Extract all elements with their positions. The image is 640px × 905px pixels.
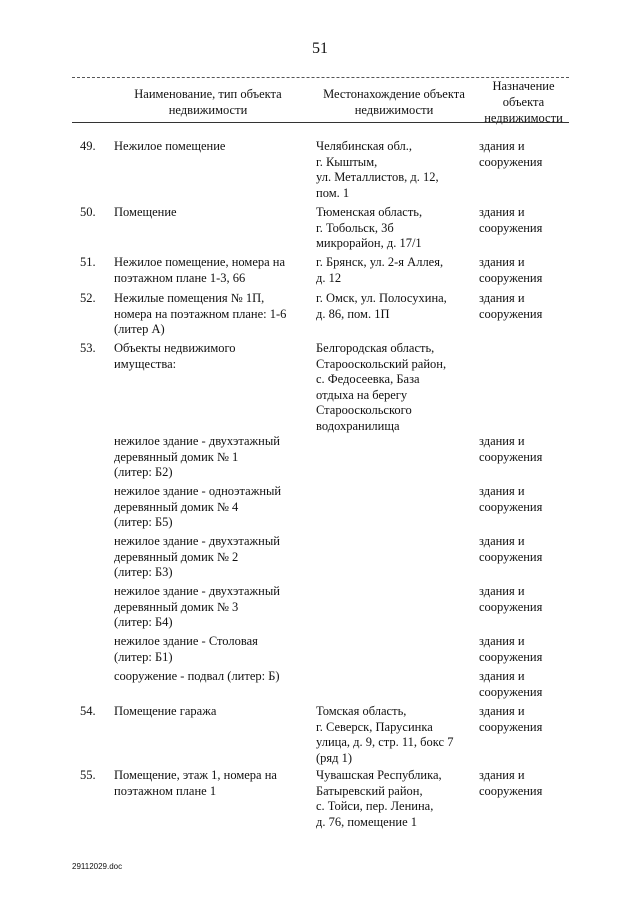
document-filename: 29112029.doc bbox=[72, 862, 123, 871]
header-location: Местонахождение объекта недвижимости bbox=[323, 87, 465, 117]
row-number: 55. bbox=[80, 768, 96, 782]
row-name: Нежилое помещение, номера на поэтажном плане 1-3, 66 bbox=[114, 255, 286, 285]
row-location: Белгородская область, Старооскольский район, с. Федосеевка, База отдыха на берегу Старооскольского водохранилища bbox=[316, 341, 447, 433]
row-location: г. Брянск, ул. 2-я Аллея, д. 12 bbox=[316, 255, 444, 285]
sub-item-purpose: здания и сооружения bbox=[479, 434, 543, 464]
row-location: Чувашская Республика, Батыревский район, с. Тойси, пер. Ленина, д. 76, помещение 1 bbox=[316, 768, 442, 829]
header-bottom-rule bbox=[72, 122, 569, 123]
row-name: Помещение, этаж 1, номера на поэтажном плане 1 bbox=[114, 768, 277, 798]
row-purpose: здания и сооружения bbox=[479, 255, 543, 285]
row-purpose: здания и сооружения bbox=[479, 205, 543, 235]
sub-item-name: нежилое здание - одноэтажный деревянный домик № 4 (литер: Б5) bbox=[114, 484, 282, 529]
sub-item-name: нежилое здание - двухэтажный деревянный домик № 1 (литер: Б2) bbox=[114, 434, 280, 479]
sub-item-name: нежилое здание - двухэтажный деревянный домик № 2 (литер: Б3) bbox=[114, 534, 280, 579]
sub-item-name: нежилое здание - Столовая (литер: Б1) bbox=[114, 634, 258, 664]
sub-item-purpose: здания и сооружения bbox=[479, 534, 543, 564]
row-number: 51. bbox=[80, 255, 96, 269]
sub-item-name: нежилое здание - двухэтажный деревянный домик № 3 (литер: Б4) bbox=[114, 584, 280, 629]
row-name: Помещение bbox=[114, 205, 177, 219]
header-purpose: Назначение объекта недвижимости bbox=[484, 79, 563, 125]
page-number: 51 bbox=[312, 40, 328, 57]
row-purpose: здания и сооружения bbox=[479, 768, 543, 798]
row-purpose: здания и сооружения bbox=[479, 704, 543, 734]
sub-item-purpose: здания и сооружения bbox=[479, 584, 543, 614]
row-purpose: здания и сооружения bbox=[479, 291, 543, 321]
row-name: Объекты недвижимого имущества: bbox=[114, 341, 236, 371]
row-location: Челябинская обл., г. Кыштым, ул. Металлистов, д. 12, пом. 1 bbox=[316, 139, 439, 200]
row-number: 52. bbox=[80, 291, 96, 305]
row-number: 49. bbox=[80, 139, 96, 153]
row-number: 50. bbox=[80, 205, 96, 219]
row-location: Томская область, г. Северск, Парусинка улица, д. 9, стр. 11, бокс 7 (ряд 1) bbox=[316, 704, 454, 765]
row-number: 54. bbox=[80, 704, 96, 718]
row-location: г. Омск, ул. Полосухина, д. 86, пом. 1П bbox=[316, 291, 447, 321]
row-number: 53. bbox=[80, 341, 96, 355]
sub-item-purpose: здания и сооружения bbox=[479, 634, 543, 664]
row-name: Нежилые помещения № 1П, номера на поэтажном плане: 1-6 (литер А) bbox=[114, 291, 287, 336]
sub-item-purpose: здания и сооружения bbox=[479, 669, 543, 699]
sub-item-purpose: здания и сооружения bbox=[479, 484, 543, 514]
sub-item-name: сооружение - подвал (литер: Б) bbox=[114, 669, 280, 683]
row-name: Нежилое помещение bbox=[114, 139, 226, 153]
row-purpose: здания и сооружения bbox=[479, 139, 543, 169]
header-name: Наименование, тип объекта недвижимости bbox=[134, 87, 282, 117]
row-name: Помещение гаража bbox=[114, 704, 217, 718]
row-location: Тюменская область, г. Тобольск, 3б микрорайон, д. 17/1 bbox=[316, 205, 423, 250]
